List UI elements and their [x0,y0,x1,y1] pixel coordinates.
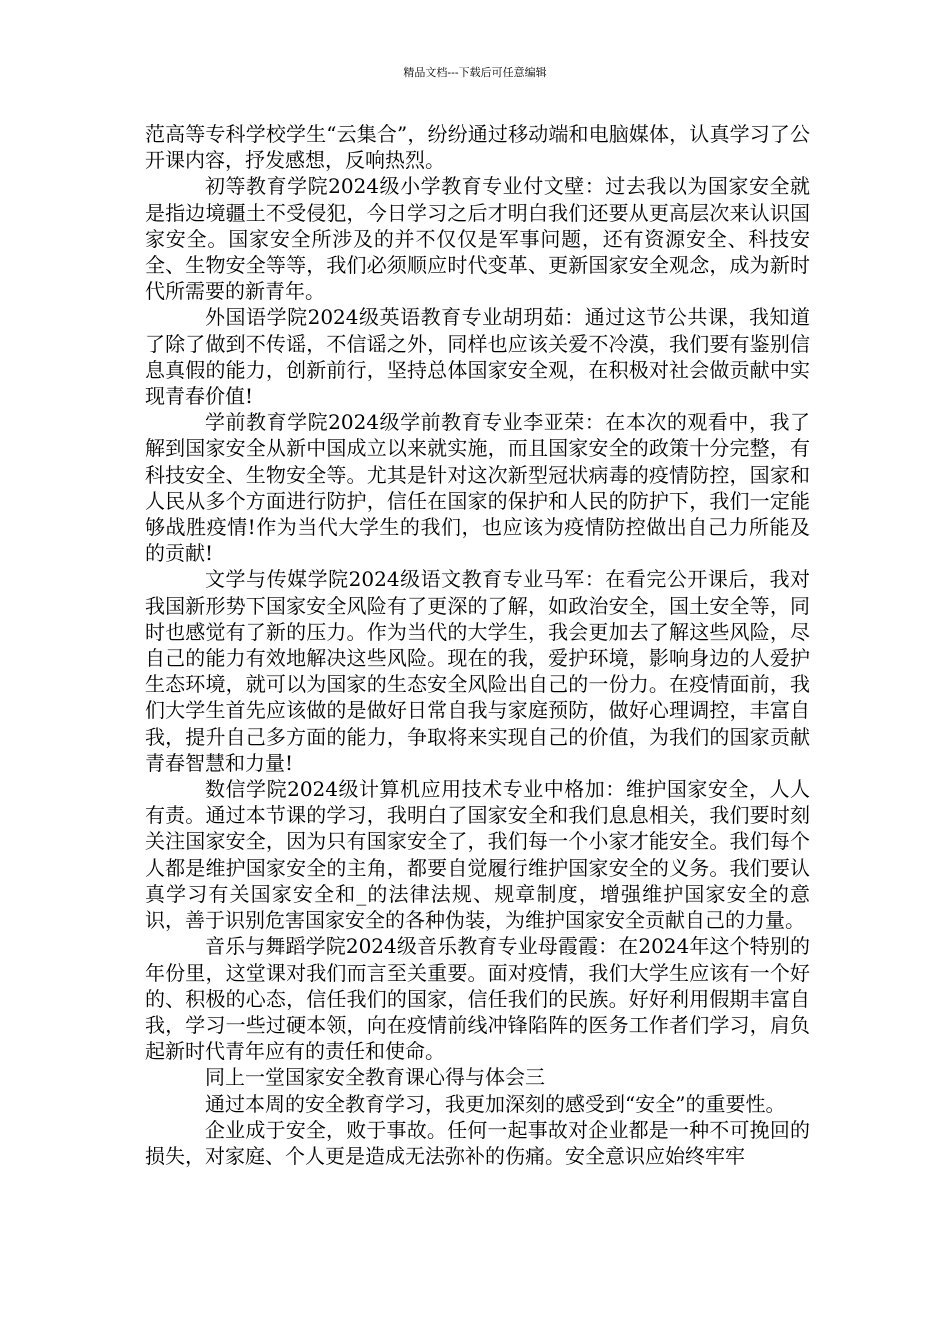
page-header: 精品文档---下载后可任意编辑 [403,66,547,79]
paragraph-intro: 通过本周的安全教育学习，我更加深刻的感受到“安全”的重要性。 [205,1091,786,1116]
paragraph-student-li: 学前教育学院2024级学前教育专业李亚荣：在本次的观看中，我了解到国家安全从新中国成立以来就实施，而且国家安全的政策十分完整，有科技安全、生物安全等。尤其是针对这次新型冠状病毒的疫情防控，国家和人民从多个方面进行防护，信任在国家的保护和人民的防护下，我们一定能够战胜疫情!作为当代大学生的我们，也应该为疫情防控做出自己力所能及的贡献! [145,410,810,566]
paragraph-student-zhong: 数信学院2024级计算机应用技术专业中格加：维护国家安全，人人有责。通过本节课的学习，我明白了国家安全和我们息息相关，我们要时刻关注国家安全，因为只有国家安全了，我们每一个小家才能安全。我们每个人都是维护国家安全的主角，都要自觉履行维护国家安全的义务。我们要认真学习有关国家安全和_的法律法规、规章制度，增强维护国家安全的意识，善于识别危害国家安全的各种伪装，为维护国家安全贡献自己的力量。 [145,777,810,933]
paragraph-student-mu: 音乐与舞蹈学院2024级音乐教育专业母霞霞：在2024年这个特别的年份里，这堂课对我们而言至关重要。面对疫情，我们大学生应该有一个好的、积极的心态，信任我们的国家，信任我们的民族。好好利用假期丰富自我，学习一些过硬本领，向在疫情前线冲锋陷阵的医务工作者们学习，肩负起新时代青年应有的责任和使命。 [145,934,810,1064]
document-body [145,121,810,1169]
paragraph-student-hu: 外国语学院2024级英语教育专业胡玥茹：通过这节公共课，我知道了除了做到不传谣，不信谣之外，同样也应该关爱不冷漠，我们要有鉴别信息真假的能力，创新前行，坚持总体国家安全观，在积极对社会做贡献中实现青春价值! [145,305,810,409]
paragraph-student-fu: 初等教育学院2024级小学教育专业付文壁：过去我以为国家安全就是指边境疆土不受侵犯，今日学习之后才明白我们还要从更高层次来认识国家安全。国家安全所涉及的并不仅仅是军事问题，还有资源安全、科技安全、生物安全等等，我们必须顺应时代变革、更新国家安全观念，成为新时代所需要的新青年。 [145,174,810,304]
section-heading: 同上一堂国家安全教育课心得与体会三 [205,1065,545,1090]
paragraph-safety: 企业成于安全，败于事故。任何一起事故对企业都是一种不可挽回的损失，对家庭、个人更是造成无法弥补的伤痛。安全意识应始终牢牢 [145,1117,810,1168]
paragraph-continuation: 范高等专科学校学生“云集合”，纷纷通过移动端和电脑媒体，认真学习了公开课内容，抒发感想，反响热烈。 [145,122,810,173]
paragraph-student-ma: 文学与传媒学院2024级语文教育专业马军：在看完公开课后，我对我国新形势下国家安全风险有了更深的了解，如政治安全，国土安全等，同时也感觉有了新的压力。作为当代的大学生，我会更加去了解这些风险，尽自己的能力有效地解决这些风险。现在的我，爱护环境，影响身边的人爱护生态环境，就可以为国家的生态安全风险出自己的一份力。在疫情面前，我们大学生首先应该做的是做好日常自我与家庭预防，做好心理调控，丰富自我，提升自己多方面的能力，争取将来实现自己的价值，为我们的国家贡献青春智慧和力量! [145,567,810,775]
